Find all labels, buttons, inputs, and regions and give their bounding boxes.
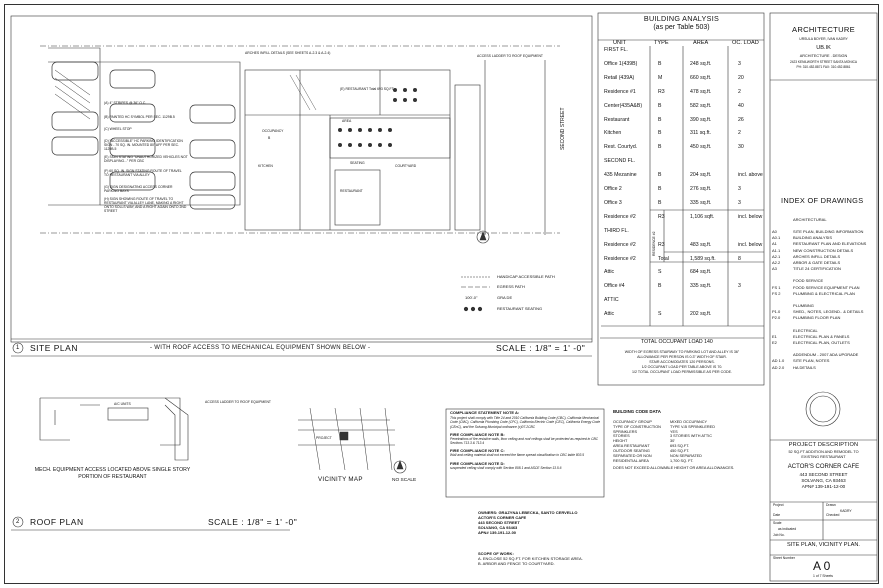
ba-cell-type: R3 xyxy=(658,88,665,95)
index-sheet-title: ELECTRICAL PLAN, OUTLETS xyxy=(793,340,850,345)
note-b: (B) PAINTED HC SYMBOL PER SEC. 1129B.5 xyxy=(104,115,175,119)
arch-phone: PH: 310.452.8871 FAX: 310.452.8861 xyxy=(796,65,851,69)
ba-row xyxy=(604,297,765,307)
index-sheet-title: ELECTRICAL PLAN & PANELS xyxy=(793,333,850,339)
ba-cell-type: B xyxy=(658,186,662,192)
vicinity-project: PROJECT xyxy=(316,436,332,440)
tb-sheet-no: A 0 xyxy=(813,559,831,573)
index-title: INDEX OF DRAWINGS xyxy=(781,196,864,205)
project-name: ACTOR'S CORNER CAFE xyxy=(787,464,860,470)
index-group-heading: ARCHITECTURAL xyxy=(793,217,827,222)
arch-firm: UB.IK xyxy=(816,45,831,51)
index-sheet-code: A0.1 xyxy=(772,235,781,241)
project-address: 443 SECOND STREET xyxy=(799,472,848,477)
compliance-b-body: Penetrations of fire resistive walls, floor ceiling and roof ceilings shall be protected as required in CBC Sections 713.3 & 713.4 xyxy=(450,436,599,446)
tb-sheet-of: 1 of 7 Sheets xyxy=(813,574,833,578)
ba-cell-area: 1,106 sqft. xyxy=(690,213,715,220)
ba-cell-load: incl. below xyxy=(738,213,763,220)
ba-cell-type: B xyxy=(658,130,662,137)
architecture-block xyxy=(770,25,877,69)
ba-head-load: OC. LOAD xyxy=(732,40,759,46)
ba-foot-2: ALLOWANCE PER PERSON IS 0.3" WIDTH OF STAIR. xyxy=(637,355,727,359)
ba-cell-area: 1,589 sq.ft. xyxy=(690,255,716,262)
ba-cell-unit: Residence #2 xyxy=(604,241,636,248)
ba-cell-unit: Residence #2 xyxy=(604,255,636,262)
ba-cell-area: 450 sq.ft. xyxy=(690,144,712,151)
ba-row xyxy=(604,75,765,85)
index-sheet-code: FS 1 xyxy=(772,284,781,290)
project-desc-line2: EXISTING RESTAURANT xyxy=(801,455,846,459)
roof-note: MECH. EQUIPMENT ACCESS LOCATED ABOVE SINGLE STORY PORTION OF RESTAURANT xyxy=(34,467,191,480)
ba-cell-load: 2 xyxy=(738,88,741,95)
tb-drawn-val: KADRY xyxy=(840,509,852,513)
ba-cell-load: 3 xyxy=(738,199,741,206)
ba-cell-type: B xyxy=(658,60,662,67)
code-data-title: BUILDING CODE DATA xyxy=(613,409,661,414)
ac-units-label: A/C UNITS xyxy=(114,402,131,406)
ba-cell-load: 40 xyxy=(738,102,744,109)
ba-cell-unit: Office 3 xyxy=(604,199,622,206)
code-row: AREA RESTAURANT 693 SQ.FT. xyxy=(613,444,690,449)
index-sheet-code: A3 xyxy=(772,266,777,272)
code-row: RESIDENTIAL AREA 1,700 SQ. FT. xyxy=(613,458,694,463)
ba-foot-1: WIDTH OF EGRESS STAIRWAY TO PARKING LOT AND ALLEY IS 36" xyxy=(624,350,740,354)
ba-cell-load: incl. above xyxy=(738,172,763,179)
ba-head-unit: UNIT xyxy=(613,40,627,46)
ba-cell-type: S xyxy=(658,269,662,276)
vicinity-title: VICINITY MAP xyxy=(318,476,363,483)
tb-sheet-title: SITE PLAN, VICINITY PLAN. xyxy=(787,542,860,548)
code-note: DOES NOT EXCEED ALLOWABLE HEIGHT OR AREA ALLOWANCES. xyxy=(613,466,735,471)
ba-cell-type: S xyxy=(658,311,662,318)
ba-row xyxy=(604,200,765,210)
ba-row xyxy=(604,144,765,154)
ba-cell-type: B xyxy=(658,144,662,151)
street-label: SECOND STREET xyxy=(560,107,566,150)
ba-cell-unit: Office #4 xyxy=(604,283,625,290)
ba-cell-load: 30 xyxy=(738,144,744,151)
ba-cell-type: B xyxy=(658,172,662,179)
note-e: (E) SIGN STATING "UNAUTHORIZED VEHICLES NOT DISPLAYING..." PER CBC xyxy=(104,155,188,163)
ba-cell-area: 483 sq.ft. xyxy=(690,241,712,248)
ba-cell-load: 26 xyxy=(738,116,744,123)
tb-sheet-no-lbl: Sheet Number xyxy=(773,556,795,560)
index-sheet-title: FOOD SERVICE EQUIPMENT PLAN xyxy=(793,284,860,290)
project-apn: APN# 139-191-12-00 xyxy=(801,484,846,489)
ba-cell-area: 582 sq.ft. xyxy=(690,102,712,109)
ba-row xyxy=(604,158,765,168)
index-sheet-code: A1.1 xyxy=(772,247,781,253)
owner-line: ACTOR'S CORNER CAFE xyxy=(478,515,527,520)
index-group-heading: ELECTRICAL xyxy=(793,327,818,333)
legend-seating: RESTAURANT SEATING xyxy=(497,306,543,311)
ba-cell-unit: Rest. Courtyd. xyxy=(604,144,638,151)
project-city: SOLVANG, CA 93463 xyxy=(801,478,846,483)
ba-cell-area: 684 sq.ft. xyxy=(690,269,712,276)
ba-cell-area: 335 sq.ft. xyxy=(690,199,712,206)
ba-row xyxy=(604,103,765,113)
ba-cell-unit: Kitchen xyxy=(604,130,622,137)
site-plan-subtitle: - WITH ROOF ACCESS TO MECHANICAL EQUIPMENT SHOWN BELOW - xyxy=(150,345,371,351)
index-sheet-title: SHED., NOTES, LEGEND.. & DETAILS xyxy=(793,309,864,315)
ba-head-type: TYPE xyxy=(654,40,669,46)
compliance-a-title: COMPLIANCE STATEMENT NOTE A: xyxy=(450,410,520,415)
ba-residence-side: RESIDENCE #2 xyxy=(652,231,656,256)
index-sheet-title: PLUMBING FLOOR PLAN xyxy=(793,315,841,321)
ba-cell-unit: Center(435A&B) xyxy=(604,102,643,109)
ba-cell-type: B xyxy=(658,116,662,123)
arch-firm-line: ARCHITECTURE . DESIGN xyxy=(799,54,848,58)
compliance-notes xyxy=(450,411,602,470)
ba-cell-type: Total xyxy=(658,255,669,262)
legend-grade: GRA DE xyxy=(497,295,513,300)
code-row: HEIGHT 30' xyxy=(613,439,675,444)
tb-job-lbl: Job No. xyxy=(773,533,785,537)
ba-row xyxy=(604,89,765,99)
tb-project-lbl: Project xyxy=(773,503,784,507)
project-desc-line1: 52 SQ.FT ADDITION AND REMODEL TO xyxy=(788,450,859,454)
roof-ladder-callout: ACCESS LADDER TO ROOF EQUIPMENT xyxy=(477,54,544,58)
scope-line: A. ENCLOSE 52 SQ.FT. FOR KITCHEN STORAGE AREA. xyxy=(478,556,583,562)
ba-cell-load: 20 xyxy=(738,74,744,81)
index-sheet-code: P1.0 xyxy=(772,309,781,315)
compliance-c-body: Wall and ceiling material shall not exceed the flame spread classification in CBC table 803.5 xyxy=(450,453,585,458)
ba-row xyxy=(604,228,765,238)
scope-title: SCOPE OF WORK: xyxy=(478,551,514,556)
room-label-rest: RESTAURANT xyxy=(340,189,363,193)
ba-cell-unit: 435 Mezanine xyxy=(604,172,637,179)
ba-cell-load: 2 xyxy=(738,130,741,137)
ba-row xyxy=(604,172,765,182)
code-row: SPRINKLERS YES xyxy=(613,429,678,434)
index-sheet-title: PLUMBING & ELECTRICAL PLAN xyxy=(793,290,855,296)
legend-grade-symbol: 100'-0" xyxy=(465,295,478,300)
ba-cell-area: 390 sq.ft. xyxy=(690,116,712,123)
ba-cell-type: M xyxy=(658,74,663,81)
ba-cell-area: 478 sq.ft. xyxy=(690,88,712,95)
ba-row xyxy=(604,47,765,57)
ba-cell-unit: Residence #2 xyxy=(604,213,636,220)
ba-row xyxy=(604,130,765,140)
roof-plan-scale: SCALE : 1/8" = 1' -0" xyxy=(208,517,298,527)
ba-cell-type: B xyxy=(658,102,662,109)
code-row: STORIES 3 STORIES WITH ATTIC xyxy=(613,434,713,439)
owner-line: OWNERS: GRAZYNA LEBECKA, SANTO CERVELLO xyxy=(478,510,578,515)
room-label-courtyard: COURTYARD xyxy=(395,164,417,168)
tb-scale-val: as indicated xyxy=(778,527,797,531)
ba-cell-type: B xyxy=(658,199,662,206)
ba-row xyxy=(604,242,765,252)
index-sheet-title: RESTAURANT PLAN AND ELEVATIONS xyxy=(793,241,867,247)
project-block xyxy=(770,442,877,489)
room-label-area: AREA xyxy=(342,119,352,123)
ba-cell-type: B xyxy=(658,283,662,290)
ba-cell-unit: Attic xyxy=(604,311,615,318)
ba-head-area: AREA xyxy=(693,40,709,46)
legend-hc-path: HANDICAP ACCESSIBLE PATH xyxy=(497,274,555,279)
ba-cell-area: 202 sq.ft. xyxy=(690,311,712,318)
ba-row xyxy=(604,186,765,196)
scope-line: B. ARBOR AND FENCE TO COURTYARD. xyxy=(478,561,555,567)
index-sheet-title: TITLE 24 CERTIFICATION xyxy=(793,266,841,272)
index-sheet-title: HA DETAILS xyxy=(793,364,816,370)
ba-row xyxy=(604,214,765,224)
arches-callout: ARCHES INFILL DETAILS (SEE SHEETS A-2.3 & A-2.4) xyxy=(245,51,331,55)
ba-row xyxy=(604,283,765,293)
roof-plan-number: 2 xyxy=(16,519,20,525)
compliance-b-title: FIRE COMPLIANCE NOTE B: xyxy=(450,431,505,437)
owner-line: SOLVANG, CA 93463 xyxy=(478,525,518,530)
tb-checked-lbl: Checked xyxy=(826,513,840,517)
ba-cell-type: R3 xyxy=(658,213,665,220)
tb-date-lbl: Date xyxy=(773,513,781,517)
index-group-heading: FOOD SERVICE xyxy=(793,278,824,284)
ba-row xyxy=(604,269,765,279)
ba-cell-unit: SECOND FL. xyxy=(604,158,636,165)
room-label-b: B xyxy=(268,136,271,140)
code-row: OCCUPANCY GROUP MIXED OCCUPANCY xyxy=(613,420,708,424)
arch-address: 2423 KENILWORTH STREET SANTA MONICA xyxy=(789,60,858,64)
ba-cell-unit: Restaurant xyxy=(604,116,630,123)
ba-cell-unit: Office 2 xyxy=(604,186,622,192)
index-sheet-title: BUILDING ANALYSIS xyxy=(793,235,833,241)
ba-cell-area: 335 sq.ft. xyxy=(690,283,712,290)
ba-cell-unit: FIRST FL. xyxy=(604,47,628,53)
building-analysis xyxy=(601,14,762,46)
room-label-kitchen: KITCHEN xyxy=(258,164,273,168)
index-sheet-title: NEW CONSTRUCTION DETAILS xyxy=(793,247,854,253)
note-h: (H) SIGN SHOWING ROUTE OF TRAVEL TO RESTAURANT VIA ALLEY LANE, MAKING A RIGHT ONTO SOLLS WAY, AND A RIGHT AGAIN ONTO 2ND STREET xyxy=(104,197,187,213)
index-sheet-title: ARBOR & GATE DETAILS xyxy=(793,260,841,265)
ba-cell-unit: ATTIC xyxy=(604,297,619,304)
ba-foot-3: STAIR ACCOMODATES 120 PERSONS. xyxy=(649,360,715,364)
index-group-heading: PLUMBING xyxy=(793,303,814,308)
arch-names: URSULA BOYER, IVAN KADRY xyxy=(799,37,848,41)
tb-scale-lbl: Scale xyxy=(773,521,782,525)
index-sheet-code: A0 xyxy=(772,229,777,234)
index-sheet-code: A2.1 xyxy=(772,253,781,259)
code-row: OUTDOOR SEATING 450 SQ.FT. xyxy=(613,448,690,453)
code-row: SEPARATED OR NON NON SEPARATED xyxy=(613,453,702,458)
index-sheet-code: AD 1.0 xyxy=(772,358,785,364)
arch-title: ARCHITECTURE xyxy=(791,25,856,34)
note-g: (G) SIGN DESIGNATING ACCESS CORNER PARKING BAYS xyxy=(104,185,173,193)
ba-cell-area: 248 sq.ft. xyxy=(690,60,712,67)
index-sheet-code: A2.2 xyxy=(772,260,781,265)
owners-block xyxy=(478,510,578,535)
index-group-heading: ADDENDUM - 2007 ADA UPGRADE xyxy=(793,352,859,358)
roof-plan-title: ROOF PLAN xyxy=(30,517,84,527)
compliance-d-title: FIRE COMPLIANCE NOTE D: xyxy=(450,460,505,466)
room-label-seating: SEATING xyxy=(350,161,365,165)
site-plan-scale: SCALE : 1/8" = 1' -0" xyxy=(496,343,586,353)
ba-row xyxy=(604,117,765,127)
ba-cell-load: 8 xyxy=(738,255,741,262)
ba-row xyxy=(604,61,765,71)
index-sheet-code: AD 2.0 xyxy=(772,364,785,370)
ba-row xyxy=(604,256,765,266)
ba-cell-area: 660 sq.ft. xyxy=(690,74,712,81)
index-sheet-title: SITE PLAN, NOTES xyxy=(793,358,830,364)
ba-cell-unit: THIRD FL. xyxy=(604,227,629,234)
ba-cell-load: incl. below xyxy=(738,241,763,248)
index-sheet-code: E1 xyxy=(772,333,777,339)
ba-cell-load: 3 xyxy=(738,60,741,67)
index-sheet-code: P2.0 xyxy=(772,315,781,321)
ba-title: BUILDING ANALYSIS xyxy=(643,14,720,23)
ba-total: TOTAL OCCUPANT LOAD 140 xyxy=(641,339,713,345)
compliance-d-body: suspended ceiling shall comply with Section 808.1 and ASCE Section 13.5.6 xyxy=(450,465,562,470)
ba-cell-type: R3 xyxy=(658,241,665,248)
ba-cell-area: 276 sq.ft. xyxy=(690,186,712,192)
code-row: TYPE OF CONSTRUCTION TYPE V-B SPRINKLERED xyxy=(613,424,715,429)
index-sheet-code: FS 2 xyxy=(772,290,781,296)
ba-cell-unit: Office 1(439B) xyxy=(604,60,638,67)
owner-line: APN# 139-191-12-00 xyxy=(478,530,517,535)
note-c: (C) WHEEL STOP xyxy=(104,127,132,131)
scope-block xyxy=(478,551,583,567)
compliance-c-title: FIRE COMPLIANCE NOTE C: xyxy=(450,448,505,454)
legend-egress: EGRESS PATH xyxy=(497,284,525,289)
ba-cell-area: 311 sq.ft. xyxy=(690,130,711,137)
index-sheet-code: A1 xyxy=(772,241,777,247)
index-sheet-title: SITE PLAN, BUILDING INFORMATION xyxy=(793,229,864,234)
project-desc-title: PROJECT DESCRIPTION xyxy=(788,442,859,448)
vicinity-scale: NO SCALE xyxy=(392,478,417,483)
ba-subtitle: (as per Table 503) xyxy=(653,24,710,31)
roof-ladder-label: ACCESS LADDER TO ROOF EQUIPMENT xyxy=(205,400,272,404)
room-label-occupancy: OCCUPANCY xyxy=(262,129,284,133)
owner-line: 443 SECOND STREET xyxy=(478,520,520,525)
ba-row xyxy=(604,311,765,321)
ba-cell-unit: Attic xyxy=(604,269,615,276)
compliance-a-body: This project shall comply with Title 24 and 2010 California Building Code (CBC), California Mechanical Code (CMC), California Plumbing Code (CPC), California Electric Code (CEC), California Energy Code (CEnC), and the Solvang Municipal ordinance (c)07.2CBC xyxy=(450,416,601,429)
site-plan-number: 1 xyxy=(16,345,20,351)
index-sheet-title: ARCHES INFILL DETAILS xyxy=(793,253,841,259)
note-a: (A) 4" STRIPES @ 36" O.C. xyxy=(104,101,147,105)
ba-cell-load: 3 xyxy=(738,283,741,290)
index-sheet-code: E2 xyxy=(772,340,777,345)
code-data-table xyxy=(613,420,763,471)
note-d: (D) "ACCESSIBLE" HC PARKING IDENTIFICATION SIGN - 70 SQ. IN. MOUNTED 80" AFF PER SEC. 1129B.5 xyxy=(104,139,183,151)
ba-foot-4: 1/2 OCCUPANT LOAD PER TABLE ABOVE IS 70. xyxy=(641,365,723,369)
ba-foot-5: 1/2 TOTAL OCCUPANT LOAD PERMISSIBLE AS PER CODE. xyxy=(632,370,732,374)
tb-drawn-lbl: Drawn xyxy=(826,503,836,507)
ba-cell-unit: Retail (439A) xyxy=(604,74,635,81)
ba-cell-unit: Residence #1 xyxy=(604,88,636,95)
room-label-restaurant: (E) RESTAURANT Total 693 SQ.FT. xyxy=(340,87,395,91)
site-plan-title: SITE PLAN xyxy=(30,343,78,353)
note-f: (F) 60 SQ. IN. SIGN STATING ROUTE OF TRAVEL TO RESTAURANT VIA ALLEY xyxy=(104,169,182,177)
ba-cell-load: 3 xyxy=(738,186,741,192)
ba-cell-area: 204 sq.ft. xyxy=(690,172,712,179)
